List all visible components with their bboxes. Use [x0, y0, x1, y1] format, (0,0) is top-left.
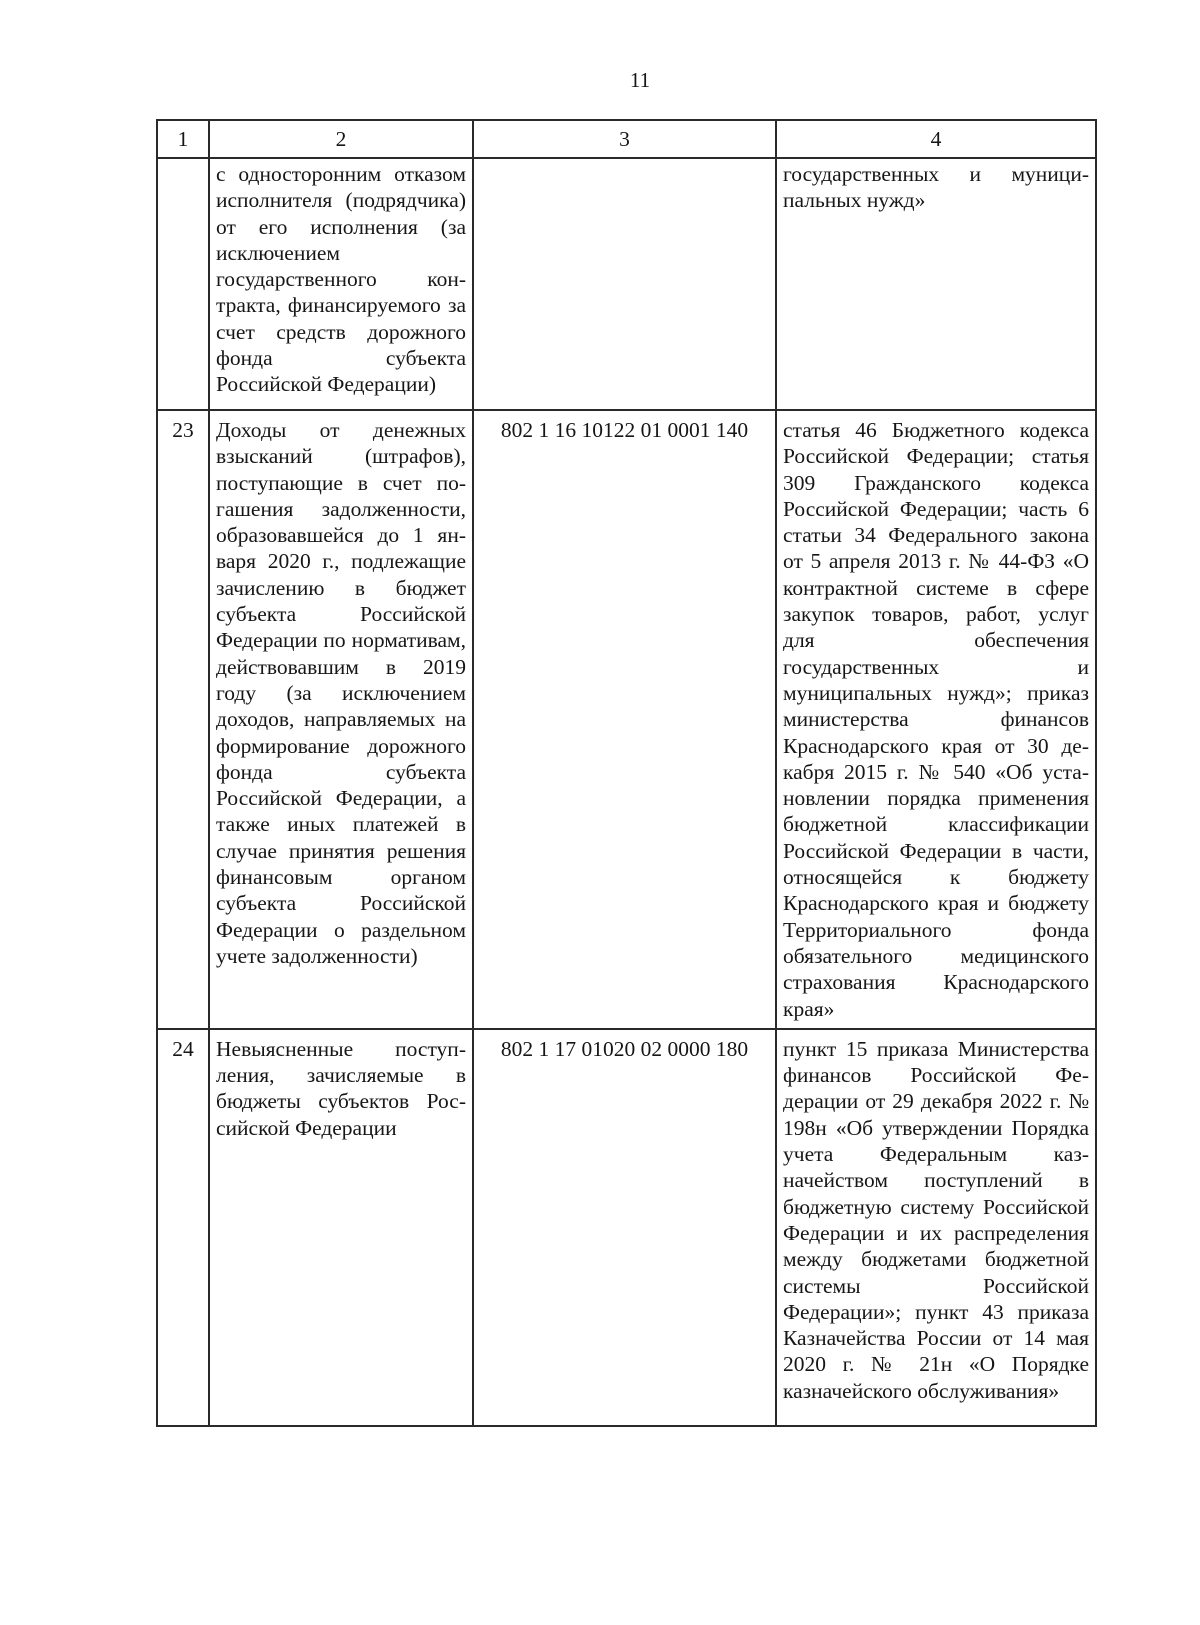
header-col-4: 4 [776, 120, 1096, 158]
table-row [157, 1029, 1096, 1426]
table-row [157, 158, 1096, 410]
classification-code [473, 158, 776, 410]
row-number: 23 [157, 410, 209, 1029]
table-row [157, 410, 1096, 1029]
page-number: 11 [629, 68, 651, 92]
classification-code: 802 1 16 10122 01 0001 140 [473, 410, 776, 1029]
row-number [157, 158, 209, 410]
revenue-classification-table [156, 119, 1097, 1427]
revenue-name: Невыясненные поступления, зачисляемые в бюджеты субъектов Российской Федерации [209, 1029, 473, 1426]
legal-basis: пункт 15 приказа Министерства финансов Российской Федерации от 29 декабря 2022 г. № 198н «Об утверждении Порядка учета Федеральным казначейством поступлений в бюджетную систему Российской Федерации и их распределения между бюджетами бюджетной системы Российской Федерации»; пункт 43 приказа Казначейства России от 14 мая 2020 г. № 21н «О Порядке казначейского обслуживания» [776, 1029, 1096, 1426]
header-col-3: 3 [473, 120, 776, 158]
revenue-name: с односторонним отказом исполнителя (подрядчика) от его исполнения (за исключением государственного контракта, финансируемого за счет средств дорожного фонда субъекта Российской Федерации) [209, 158, 473, 410]
row-number: 24 [157, 1029, 209, 1426]
classification-code: 802 1 17 01020 02 0000 180 [473, 1029, 776, 1426]
legal-basis: статья 46 Бюджетного кодекса Российской Федерации; статья 309 Гражданского кодекса Российской Федерации; часть 6 статьи 34 Федерального закона от 5 апреля 2013 г. № 44-ФЗ «О контрактной системе в сфере закупок товаров, работ, услуг для обеспечения государственных и муниципальных нужд»; приказ министерства финансов Краснодарского края от 30 декабря 2015 г. № 540 «Об установлении порядка применения бюджетной классификации Российской Федерации в части, относящейся к бюджету Краснодарского края и бюджету Территориального фонда обязательного медицинского страхования Краснодарского края» [776, 410, 1096, 1029]
header-col-2: 2 [209, 120, 473, 158]
revenue-name: Доходы от денежных взысканий (штрафов), поступающие в счет погашения задолженности, образовавшейся до 1 января 2020 г., подлежащие зачислению в бюджет субъекта Российской Федерации по нормативам, действовавшим в 2019 году (за исключением доходов, направляемых на формирование дорожного фонда субъекта Российской Федерации, а также иных платежей в случае принятия решения финансовым органом субъекта Российской Федерации о раздельном учете задолженности) [209, 410, 473, 1029]
header-col-1: 1 [157, 120, 209, 158]
legal-basis: государственных и муниципальных нужд» [776, 158, 1096, 410]
table-header-row [157, 120, 1096, 158]
